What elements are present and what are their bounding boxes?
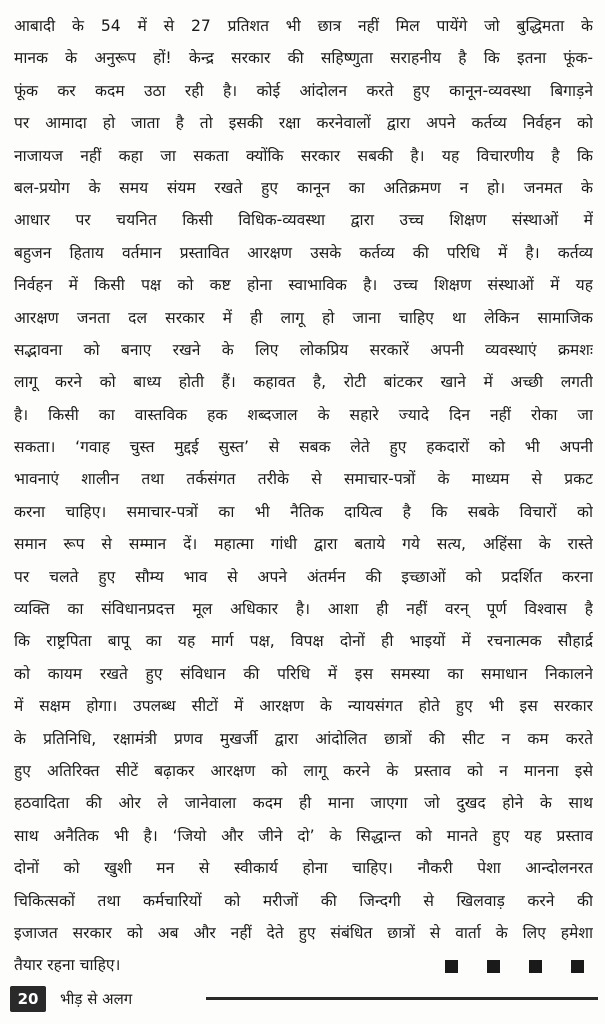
text-line: हठवादिता की ओर ले जानेवाला कदम ही माना जाएगा जो दुखद होने के साथ [14,794,593,813]
text-line: पर चलते हुए सौम्य भाव से अपने अंतर्मन की इच्छाओं को प्रदर्शित करना [14,567,593,586]
text-line: भावनाएं शालीन तथा तर्कसंगत तरीके से समाचार-पत्रों के माध्यम से प्रकट [14,470,593,489]
text-line: चिकित्सकों तथा कर्मचारियों को मरीजों की जिन्दगी से खिलवाड़ करने की [14,891,593,910]
text-line: समान रूप से सम्मान दें। महात्मा गांधी द्वारा बताये गये सत्य, अहिंसा के रास्ते [14,535,593,554]
text-line: दोनों को खुशी मन से स्वीकार्य होना चाहिए। नौकरी पेशा आन्दोलनरत [14,859,593,878]
text-line: कि राष्ट्रपिता बापू का यह मार्ग पक्ष, विपक्ष दोनों ही भाइयों में रचनात्मक सौहार्द्र [14,632,593,651]
text-line: फूंक कर कदम उठा रही है। कोई आंदोलन करते हुए कानून-व्यवस्था बिगाड़ने [14,81,593,100]
end-mark-square [571,960,584,973]
text-line: हुए अतिरिक्त सीटें बढ़ाकर आरक्षण को लागू करने के प्रस्ताव को न मानना इसे [14,761,593,780]
end-mark-square [487,960,500,973]
text-line: में सक्षम होगा। उपलब्ध सीटों में आरक्षण के न्यायसंगत होते हुए भी इस सरकार [14,697,593,716]
text-line: बल-प्रयोग के समय संयम रखते हुए कानून का अतिक्रमण न हो। जनमत के [14,178,593,197]
end-mark-square [529,960,542,973]
text-line: को कायम रखते हुए संविधान की परिधि में इस समस्या का समाधान निकालने [14,664,593,683]
text-line: के प्रतिनिधि, रक्षामंत्री प्रणव मुखर्जी द्वारा आंदोलित छात्रों की सीट न कम करते [14,729,593,748]
text-line: साथ अनैतिक भी है। ‘जियो और जीने दो’ के सिद्धान्त को मानते हुए यह प्रस्ताव [14,826,593,845]
footer-rule [206,997,598,1000]
text-line: लागू करने को बाध्य होती हैं। कहावत है, रोटी बांटकर खाने में अच्छी लगती [14,373,593,392]
text-line: है। किसी का वास्तविक हक शब्दजाल के सहारे ज्यादे दिन नहीं रोका जा [14,405,593,424]
text-line: सद्भावना को बनाए रखने के लिए लोकप्रिय सरकारें अपनी व्यवस्थाएं क्रमशः [14,340,593,359]
text-line: मानक के अनुरूप हों! केन्द्र सरकार की सहिष्णुता सराहनीय है कि इतना फूंक- [14,49,593,68]
end-mark-square [445,960,458,973]
text-line: तैयार रहना चाहिए। [14,956,121,975]
running-title: भीड़ से अलग [60,990,133,1008]
section-end-marks [445,960,585,976]
text-line: सकता। ‘गवाह चुस्त मुद्दई सुस्त’ से सबक लेते हुए हकदारों को भी अपनी [14,438,593,457]
text-line: आधार पर चयनित किसी विधिक-व्यवस्था द्वारा उच्च शिक्षण संस्थाओं में [14,211,593,230]
text-line: पर आमादा हो जाता है तो इसकी रक्षा करनेवालों द्वारा अपने कर्तव्य निर्वहन को [14,114,593,133]
body-paragraph [14,10,593,982]
text-line: नाजायज नहीं कहा जा सकता क्योंकि सरकार सबकी है। यह विचारणीय है कि [14,146,593,165]
text-line: व्यक्ति का संविधानप्रदत्त मूल अधिकार है। आशा ही नहीं वरन् पूर्ण विश्वास है [14,600,593,619]
text-line: निर्वहन में किसी पक्ष को कष्ट होना स्वाभाविक है। उच्च शिक्षण संस्थाओं में यह [14,276,593,295]
text-line: करना चाहिए। समाचार-पत्रों का भी नैतिक दायित्व है कि सबके विचारों को [14,502,593,521]
text-line: आबादी के 54 में से 27 प्रतिशत भी छात्र नहीं मिल पायेंगे जो बुद्धिमता के [14,17,593,35]
text-line: इजाजत सरकार को अब और नहीं देते हुए संबंधित छात्रों से वार्ता के लिए हमेशा [14,923,593,942]
text-line: बहुजन हिताय वर्तमान प्रस्तावित आरक्षण उसके कर्तव्य की परिधि में है। कर्तव्य [14,243,593,262]
text-line: आरक्षण जनता दल सरकार में ही लागू हो जाना चाहिए था लेकिन सामाजिक [14,308,593,327]
page-footer [10,986,598,1014]
page-number: 20 [10,986,46,1012]
